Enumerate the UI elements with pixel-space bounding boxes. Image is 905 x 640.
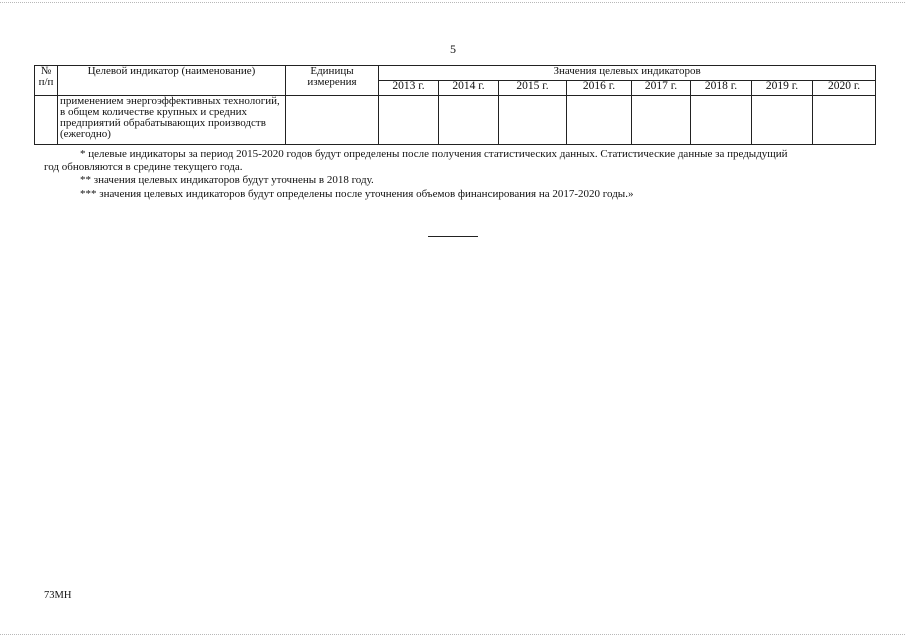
header-indicator-name: Целевой индикатор (наименование) [58,66,286,96]
row-value-cell [379,96,439,145]
row-number-cell [35,96,58,145]
row-value-cell [632,96,691,145]
footnote-1-continuation: год обновляются в средине текущего года. [44,161,243,173]
header-year: 2014 г. [439,81,499,96]
footnote-2: ** значения целевых индикаторов будут уточнены в 2018 году. [80,174,374,186]
document-code: 73МН [44,590,72,601]
indicators-table [34,65,876,145]
header-target-values: Значения целевых индикаторов [379,66,876,81]
header-year: 2013 г. [379,81,439,96]
end-of-document-rule [428,236,478,237]
table-header-row [35,66,876,81]
header-year: 2020 г. [813,81,876,96]
header-year: 2017 г. [632,81,691,96]
header-unit: Единицы измерения [286,66,379,96]
row-value-cell [567,96,632,145]
page-number: 5 [450,42,456,56]
row-unit-cell [286,96,379,145]
row-value-cell [691,96,752,145]
footnote-1: * целевые индикаторы за период 2015-2020 годов будут определены после получения статистических данных. Статистические данные за предыдущий [80,148,788,160]
row-value-cell [439,96,499,145]
row-indicator-name: применением энергоэффективных технологий, в общем количестве крупных и средних предприятий обрабатывающих производств (ежегодно) [58,96,286,145]
header-number: № п/п [35,66,58,96]
header-year: 2019 г. [752,81,813,96]
header-year: 2018 г. [691,81,752,96]
row-value-cell [499,96,567,145]
row-value-cell [752,96,813,145]
footnote-3: *** значения целевых индикаторов будут определены после уточнения объемов финансирования на 2017-2020 годы.» [80,188,634,200]
scan-edge-bottom [0,634,905,635]
header-year: 2015 г. [499,81,567,96]
row-value-cell [813,96,876,145]
scan-edge-top [0,2,905,3]
header-year: 2016 г. [567,81,632,96]
table-row [35,96,876,145]
